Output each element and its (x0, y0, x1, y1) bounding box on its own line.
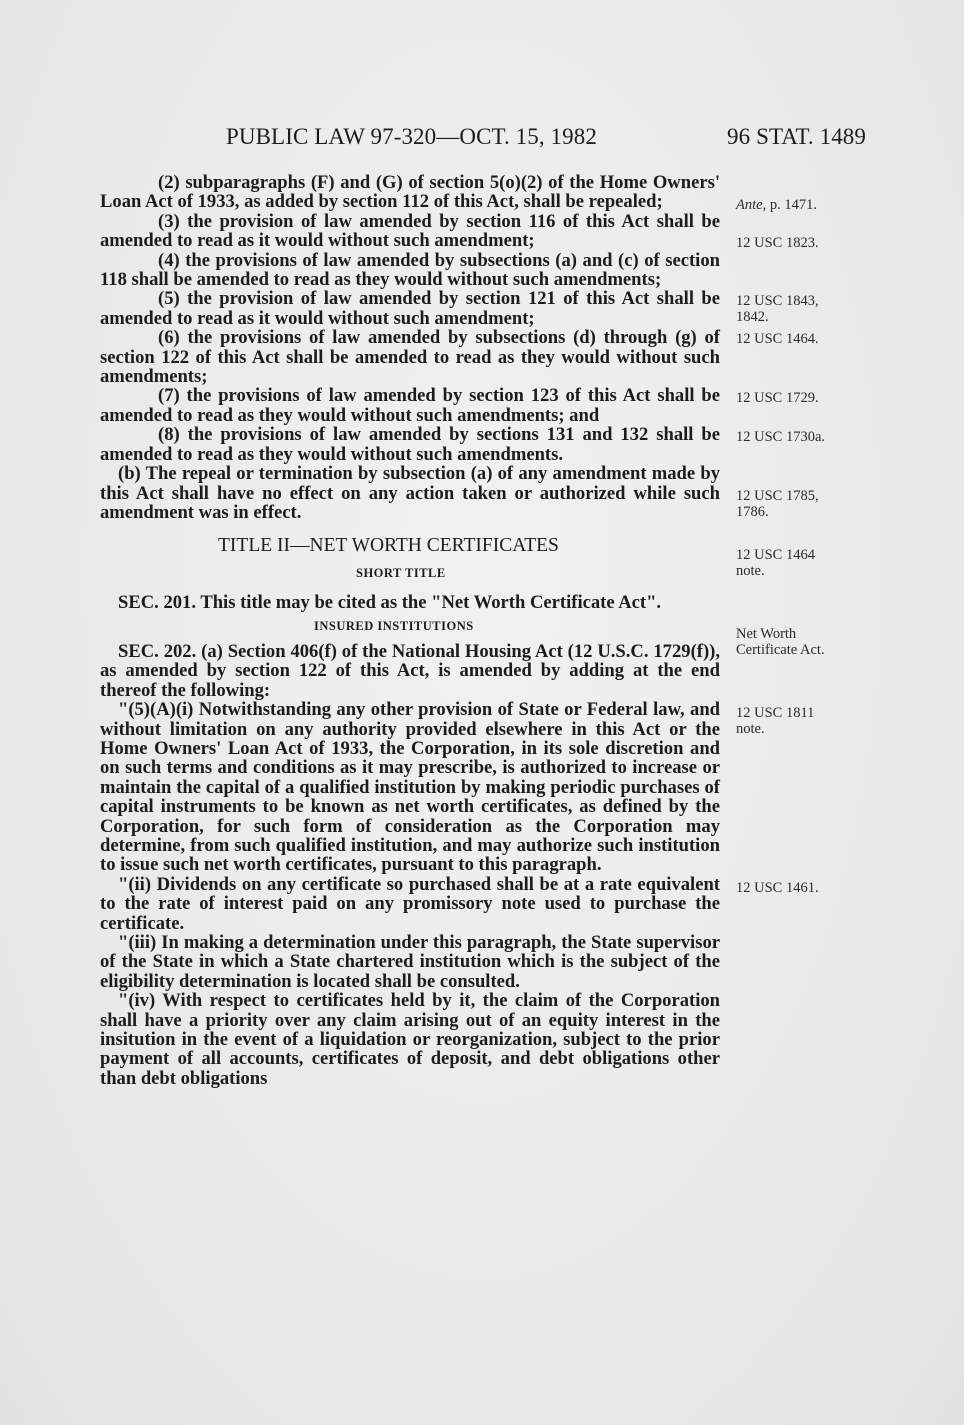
paragraph-4: (4) the provisions of law amended by subsections (a) and (c) of section 118 shall be amended to read as they would without such amendments; (100, 249, 720, 291)
margin-note-1823: 12 USC 1823. (736, 235, 819, 251)
margin-note-ante-italic: Ante (736, 197, 763, 213)
quoted-iii: "(iii) In making a determination under this paragraph, the State supervisor of the State in which a State chartered institution which is the subject of the eligibility determination is located shall be consulted. (100, 932, 720, 992)
paragraph-7: (7) the provisions of law amended by section 123 of this Act shall be amended to read as they would without such amendments; and (100, 385, 720, 426)
margin-note-net-worth (736, 626, 856, 658)
subsection-b: (b) The repeal or termination by subsection (a) of any amendment made by this Act shall have no effect on any action taken or authorized while such amendment was in effect. (100, 463, 720, 523)
page-header (226, 124, 866, 154)
margin-note-1461: 12 USC 1461. (736, 880, 819, 896)
quoted-iv: "(iv) With respect to certificates held by it, the claim of the Corporation shall have a priority over any claim arising out of an equity interest in the insitution in the event of a liquidation or reorganization, subject to the prior payment of all accounts, certificates of deposit, and debt obligations other than debt obligations (100, 990, 720, 1089)
margin-note-1785-line2: 1786. (736, 504, 769, 520)
margin-note-net-worth-line1: Net Worth (736, 626, 797, 642)
margin-note-ante (736, 197, 856, 213)
paragraph-8: (8) the provisions of law amended by sections 131 and 132 shall be amended to read as they would without such amendments. (100, 424, 720, 465)
margin-note-1464-note (736, 547, 856, 579)
public-law-heading: PUBLIC LAW 97-320—OCT. 15, 1982 (226, 124, 597, 149)
margin-note-1811-line2: note. (736, 721, 765, 737)
paragraph-3: (3) the provision of law amended by section 116 of this Act shall be amended to read as it would without such amendment; (100, 210, 720, 252)
statute-page-number: 96 STAT. 1489 (727, 124, 866, 149)
margin-note-1843 (736, 293, 856, 325)
paragraph-2: (2) subparagraphs (F) and (G) of section 5(o)(2) of the Home Owners' Loan Act of 1933, as added by section 112 of this Act, shall be repealed; (100, 172, 720, 213)
margin-note-ante-page: , p. 1471. (762, 197, 817, 213)
margin-note-1464-note-line1: 12 USC 1464 (736, 547, 815, 563)
margin-note-1843-line1: 12 USC 1843, (736, 293, 819, 309)
margin-note-1464-note-line2: note. (736, 563, 765, 579)
margin-note-1843-line2: 1842. (736, 309, 769, 325)
section-201: SEC. 201. This title may be cited as the "Net Worth Certificate Act". (118, 592, 662, 614)
insured-institutions-heading: INSURED INSTITUTIONS (314, 618, 474, 633)
statute-body (100, 173, 720, 1088)
margin-note-1811-line1: 12 USC 1811 (736, 705, 815, 721)
margin-note-net-worth-line2: Certificate Act. (736, 642, 825, 658)
title-heading: TITLE II—NET WORTH CERTIFICATES (218, 535, 559, 557)
margin-note-1811 (736, 705, 856, 737)
margin-note-1730a: 12 USC 1730a. (736, 429, 826, 445)
quoted-ii: "(ii) Dividends on any certificate so purchased shall be at a rate equivalent to the rate of interest paid on any promissory note used to purchase the certificate. (100, 873, 720, 934)
margin-note-1785 (736, 488, 856, 520)
margin-note-1729: 12 USC 1729. (736, 390, 819, 406)
short-title-heading: SHORT TITLE (356, 565, 446, 580)
paragraph-5: (5) the provision of law amended by section 121 of this Act shall be amended to read as it would without such amendment; (100, 288, 720, 329)
margin-note-1785-line1: 12 USC 1785, (736, 488, 819, 504)
paragraph-6: (6) the provisions of law amended by subsections (d) through (g) of section 122 of this Act shall be amended to read as they would without such amendments; (100, 327, 720, 388)
margin-note-1464: 12 USC 1464. (736, 331, 819, 347)
section-202: SEC. 202. (a) Section 406(f) of the National Housing Act (12 U.S.C. 1729(f)), as amended by section 122 of this Act, is amended by adding at the end thereof the following: (100, 640, 720, 701)
quoted-5-a-i: "(5)(A)(i) Notwithstanding any other provision of State or Federal law, and without limitation on any authority provided elsewhere in this Act or the Home Owners' Loan Act of 1933, the Corporation, in its sole discretion and on such terms and conditions as it may prescribe, is authorized to increase or maintain the capital of a qualified institution by making periodic purchases of capital instruments to be known as net worth certificates, as defined by the Corporation, for such form of consideration as the Corporation may determine, from such qualified institution, and may authorize such institution to issue such net worth certificates, pursuant to this paragraph. (100, 699, 720, 876)
